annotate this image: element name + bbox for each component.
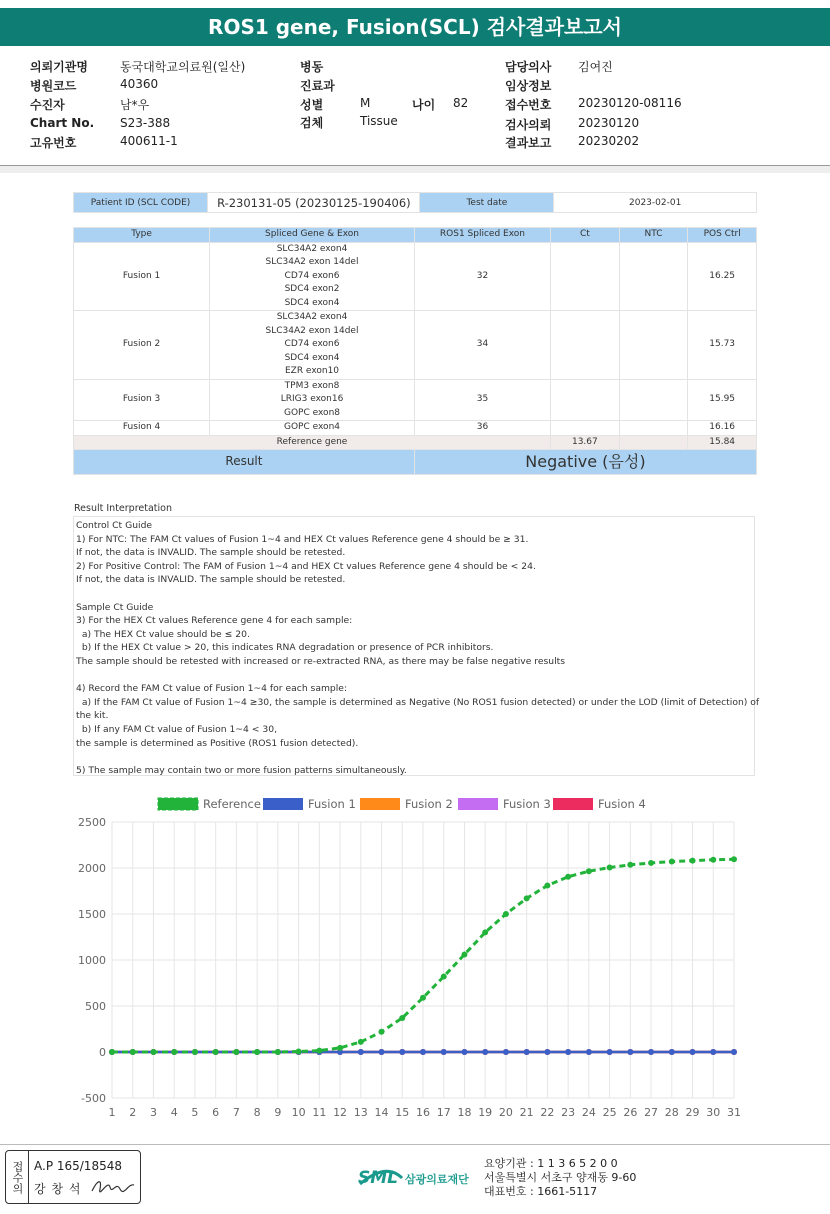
gene: TPM3 exon8 xyxy=(284,380,340,391)
data-point xyxy=(254,1049,260,1055)
legend-swatch xyxy=(458,798,498,810)
row-genes xyxy=(210,421,415,436)
request-date-value: 20230120 xyxy=(578,116,640,130)
pid-label: Patient ID (SCL CODE) xyxy=(74,193,208,213)
data-point xyxy=(731,856,737,862)
data-point xyxy=(627,1049,633,1055)
y-tick-label: 2000 xyxy=(78,862,106,875)
data-point xyxy=(399,1015,405,1021)
pid-value: R-230131-05 (20230125-190406) xyxy=(208,193,420,213)
interpretation-line: Sample Ct Guide xyxy=(76,601,154,613)
data-point xyxy=(358,1039,364,1045)
row-type: Fusion 3 xyxy=(74,379,210,421)
hospital-code-label: 병원코드 xyxy=(30,79,77,93)
row-ct xyxy=(551,379,620,421)
patient-label: 수진자 xyxy=(30,98,65,112)
logo-name: 삼광의료재단 xyxy=(405,1173,469,1186)
data-point xyxy=(544,1049,550,1055)
receipt-no-label: 접수번호 xyxy=(505,98,552,112)
footer-divider xyxy=(0,1144,830,1145)
data-point xyxy=(690,1049,696,1055)
data-point xyxy=(503,1049,509,1055)
report-header xyxy=(0,52,830,164)
interpretation-line: Control Ct Guide xyxy=(76,520,153,531)
interpretation-line: 1) For NTC: The FAM Ct values of Fusion 1~4 and HEX Ct values Reference gene 4 should be ≥ 31. xyxy=(76,533,529,545)
header-band xyxy=(0,166,830,173)
test-date-value: 2023-02-01 xyxy=(554,193,757,213)
specimen-label: 검체 xyxy=(300,116,324,130)
x-tick-label: 20 xyxy=(498,1106,513,1119)
row-ct xyxy=(551,421,620,436)
row-ntc xyxy=(619,421,688,436)
doctor-label: 담당의사 xyxy=(505,60,552,74)
y-tick-label: 0 xyxy=(99,1046,106,1059)
y-tick-label: 2500 xyxy=(78,816,106,829)
row-ros1-exon: 34 xyxy=(414,311,550,380)
row-ntc xyxy=(619,242,688,311)
data-point xyxy=(669,1049,675,1055)
data-point xyxy=(171,1049,177,1055)
gene: GOPC exon4 xyxy=(284,422,340,432)
gene: CD74 exon6 xyxy=(284,270,340,281)
data-point xyxy=(648,1049,654,1055)
gene: SLC34A2 exon 14del xyxy=(265,257,359,267)
legend-label: Reference xyxy=(203,797,261,811)
unique-no-value: 400611-1 xyxy=(120,134,178,148)
table-row xyxy=(74,242,757,311)
results-table xyxy=(73,227,757,475)
row-genes xyxy=(210,311,415,380)
x-tick-label: 24 xyxy=(581,1106,596,1119)
data-point xyxy=(565,874,571,880)
report-title: ROS1 gene, Fusion(SCL) 검사결과보고서 xyxy=(0,8,830,46)
table-row xyxy=(74,421,757,436)
signature-stamp xyxy=(5,1150,141,1204)
address-line: 대표번호 : 1661-5117 xyxy=(484,1185,598,1198)
gene: SDC4 exon4 xyxy=(284,297,340,308)
gene: SLC34A2 exon4 xyxy=(276,243,348,254)
hospital-code-value: 40360 xyxy=(120,77,159,91)
y-tick-label: -500 xyxy=(81,1092,106,1105)
interpretation-line: If not, the data is INVALID. The sample should be retested. xyxy=(76,574,346,586)
result-row xyxy=(74,450,757,475)
gene: SDC4 exon4 xyxy=(284,352,340,363)
data-point xyxy=(399,1049,405,1055)
table-row xyxy=(74,311,757,380)
legend-swatch xyxy=(263,798,303,810)
col-pos-ctrl: POS Ctrl xyxy=(688,228,757,243)
data-point xyxy=(627,862,633,868)
interpretation-box xyxy=(73,516,760,776)
y-tick-label: 1500 xyxy=(78,908,106,921)
result-label: Result xyxy=(74,450,415,475)
request-date-label: 검사의뢰 xyxy=(505,118,552,132)
address-line: 요양기관 : 1 1 3 6 5 2 0 0 xyxy=(484,1157,618,1170)
x-tick-label: 15 xyxy=(395,1106,410,1119)
col-spliced-gene: Spliced Gene & Exon xyxy=(210,228,415,243)
x-tick-label: 3 xyxy=(149,1106,157,1119)
row-ntc xyxy=(619,311,688,380)
data-point xyxy=(482,929,488,935)
x-tick-label: 8 xyxy=(253,1106,261,1119)
x-tick-label: 13 xyxy=(353,1106,368,1119)
data-point xyxy=(461,1049,467,1055)
y-tick-label: 1000 xyxy=(78,954,106,967)
data-point xyxy=(690,858,696,864)
stamp-side-label: 접수의 xyxy=(6,1151,29,1203)
x-tick-label: 12 xyxy=(333,1106,348,1119)
data-point xyxy=(441,1049,447,1055)
x-tick-label: 29 xyxy=(685,1106,700,1119)
data-point xyxy=(275,1049,281,1055)
legend-swatch xyxy=(158,798,198,810)
x-tick-label: 25 xyxy=(602,1106,617,1119)
age-label: 나이 xyxy=(412,98,436,112)
data-point xyxy=(710,1049,716,1055)
doctor-value: 김여진 xyxy=(578,60,613,74)
legend-label: Fusion 4 xyxy=(598,797,646,811)
x-tick-label: 30 xyxy=(706,1106,721,1119)
data-point xyxy=(648,860,654,866)
sex-label: 성별 xyxy=(300,98,324,112)
col-ntc: NTC xyxy=(619,228,688,243)
legend-label: Fusion 2 xyxy=(405,797,453,811)
row-pos-ctrl: 16.16 xyxy=(688,421,757,436)
x-tick-label: 28 xyxy=(664,1106,679,1119)
institution-address xyxy=(484,1157,636,1199)
sml-logo xyxy=(356,1158,476,1194)
signature-mark xyxy=(90,1175,136,1197)
data-point xyxy=(192,1049,198,1055)
clinical-info-label: 임상정보 xyxy=(505,79,552,93)
specimen-value: Tissue xyxy=(360,114,398,128)
row-ros1-exon: 36 xyxy=(414,421,550,436)
patient-id-table xyxy=(73,192,757,213)
data-point xyxy=(710,857,716,863)
interpretation-line: the sample is determined as Positive (ROS1 fusion detected). xyxy=(76,737,359,749)
patient-value: 남*우 xyxy=(120,98,150,112)
row-ct xyxy=(551,311,620,380)
gene: LRIG3 exon16 xyxy=(280,394,344,404)
interpretation-line xyxy=(76,587,754,601)
row-type: Fusion 4 xyxy=(74,421,210,436)
data-point xyxy=(482,1049,488,1055)
data-point xyxy=(150,1049,156,1055)
gene: EZR exon10 xyxy=(284,366,340,376)
gene: SLC34A2 exon 14del xyxy=(265,325,359,336)
x-tick-label: 7 xyxy=(232,1106,240,1119)
report-date-label: 결과보고 xyxy=(505,136,552,150)
interpretation-line xyxy=(76,669,754,683)
row-genes xyxy=(210,379,415,421)
reference-pos: 15.84 xyxy=(688,435,757,450)
unique-no-label: 고유번호 xyxy=(30,136,77,150)
interpretation-line: If not, the data is INVALID. The sample should be retested. xyxy=(76,547,346,559)
data-point xyxy=(461,951,467,957)
y-tick-label: 500 xyxy=(85,1000,106,1013)
x-tick-label: 27 xyxy=(644,1106,659,1119)
legend-label: Fusion 3 xyxy=(503,797,551,811)
x-tick-label: 1 xyxy=(108,1106,116,1119)
x-tick-label: 23 xyxy=(561,1106,576,1119)
chart-no-value: S23-388 xyxy=(120,116,171,130)
data-point xyxy=(731,1049,737,1055)
gene: SDC4 exon2 xyxy=(284,284,340,294)
data-point xyxy=(337,1045,343,1051)
row-pos-ctrl: 15.95 xyxy=(688,379,757,421)
gene: CD74 exon6 xyxy=(284,339,340,349)
x-tick-label: 19 xyxy=(478,1106,493,1119)
x-tick-label: 14 xyxy=(374,1106,389,1119)
interpretation-line: b) If the HEX Ct value > 20, this indicates RNA degradation or presence of PCR inhibitors. xyxy=(76,642,494,654)
stamp-line-2: 강 창 석 xyxy=(34,1182,82,1196)
data-point xyxy=(503,911,509,917)
row-ros1-exon: 35 xyxy=(414,379,550,421)
data-point xyxy=(586,1049,592,1055)
institution-value: 동국대학교의료원(일산) xyxy=(120,60,246,74)
col-type: Type xyxy=(74,228,210,243)
data-point xyxy=(109,1049,115,1055)
data-point xyxy=(296,1049,302,1055)
row-genes xyxy=(210,242,415,311)
data-point xyxy=(607,1049,613,1055)
x-tick-label: 10 xyxy=(291,1106,306,1119)
interpretation-title: Result Interpretation xyxy=(74,503,172,514)
logo-mark: SML xyxy=(358,1168,398,1188)
data-point xyxy=(420,1049,426,1055)
gene: GOPC exon8 xyxy=(284,407,340,418)
institution-label: 의뢰기관명 xyxy=(30,60,88,74)
interpretation-line: 4) Record the FAM Ct value of Fusion 1~4 for each sample: xyxy=(76,683,348,695)
data-point xyxy=(524,895,530,901)
x-tick-label: 26 xyxy=(623,1106,638,1119)
interpretation-line: a) If the FAM Ct value of Fusion 1~4 ≥30, the sample is determined as Negative (No ROS1 fusion detected) or under the LOD (limit of Detection) of xyxy=(76,696,760,708)
x-tick-label: 6 xyxy=(212,1106,220,1119)
row-pos-ctrl: 16.25 xyxy=(688,242,757,311)
interpretation-line: 5) The sample may contain two or more fusion patterns simultaneously. xyxy=(76,764,407,776)
data-point xyxy=(213,1049,219,1055)
department-label: 진료과 xyxy=(300,79,335,93)
reference-label: Reference gene xyxy=(74,435,551,450)
data-point xyxy=(130,1049,136,1055)
amplification-chart xyxy=(70,792,750,1122)
data-point xyxy=(233,1049,239,1055)
legend-label: Fusion 1 xyxy=(308,797,356,811)
data-point xyxy=(379,1049,385,1055)
interpretation-line: b) If any FAM Ct value of Fusion 1~4 < 30, xyxy=(76,723,278,735)
reference-ct: 13.67 xyxy=(551,435,620,450)
row-ros1-exon: 32 xyxy=(414,242,550,311)
row-type: Fusion 1 xyxy=(74,242,210,311)
x-tick-label: 22 xyxy=(540,1106,555,1119)
interpretation-line: 2) For Positive Control: The FAM of Fusion 1~4 and HEX Ct values Reference gene 4 should be < 24. xyxy=(76,560,536,572)
x-tick-label: 9 xyxy=(274,1106,282,1119)
x-tick-label: 4 xyxy=(170,1106,178,1119)
sex-value: M xyxy=(360,96,371,110)
interpretation-line: the kit. xyxy=(76,710,109,722)
data-point xyxy=(544,882,550,888)
result-value: Negative (음성) xyxy=(414,450,756,475)
x-tick-label: 18 xyxy=(457,1106,472,1119)
ward-label: 병동 xyxy=(300,60,324,74)
x-tick-label: 2 xyxy=(129,1106,137,1119)
x-tick-label: 31 xyxy=(727,1106,741,1119)
data-point xyxy=(358,1049,364,1055)
legend-swatch xyxy=(553,798,593,810)
data-point xyxy=(441,974,447,980)
age-value: 82 xyxy=(453,96,469,110)
interpretation-line: The sample should be retested with increased or re-extracted RNA, as there may be false negative results xyxy=(76,655,566,667)
interpretation-line: a) The HEX Ct value should be ≤ 20. xyxy=(76,628,250,640)
reference-row xyxy=(74,435,757,450)
col-ros1-exon: ROS1 Spliced Exon xyxy=(414,228,550,243)
gene: SLC34A2 exon4 xyxy=(276,312,348,322)
legend-swatch xyxy=(360,798,400,810)
row-type: Fusion 2 xyxy=(74,311,210,380)
data-point xyxy=(669,859,675,865)
data-point xyxy=(316,1048,322,1054)
data-point xyxy=(565,1049,571,1055)
data-point xyxy=(379,1029,385,1035)
x-tick-label: 21 xyxy=(519,1106,534,1119)
stamp-line-1: A.P 165/18548 xyxy=(34,1159,122,1173)
reference-ntc xyxy=(619,435,688,450)
receipt-no-value: 20230120-08116 xyxy=(578,96,682,110)
interpretation-line: 3) For the HEX Ct values Reference gene 4 for each sample: xyxy=(76,615,353,627)
data-point xyxy=(524,1049,530,1055)
row-pos-ctrl: 15.73 xyxy=(688,311,757,380)
interpretation-line xyxy=(76,750,754,764)
data-point xyxy=(607,865,613,871)
x-tick-label: 11 xyxy=(312,1106,327,1119)
data-point xyxy=(420,995,426,1001)
x-tick-label: 16 xyxy=(416,1106,430,1119)
chart-no-label: Chart No. xyxy=(30,116,95,130)
row-ntc xyxy=(619,379,688,421)
col-ct: Ct xyxy=(551,228,620,243)
table-row xyxy=(74,379,757,421)
row-ct xyxy=(551,242,620,311)
x-tick-label: 5 xyxy=(191,1106,199,1119)
test-date-label: Test date xyxy=(420,193,554,213)
address-line: 서울특별시 서초구 양재동 9-60 xyxy=(484,1171,637,1184)
x-tick-label: 17 xyxy=(436,1106,451,1119)
data-point xyxy=(586,868,592,874)
report-date-value: 20230202 xyxy=(578,134,640,148)
